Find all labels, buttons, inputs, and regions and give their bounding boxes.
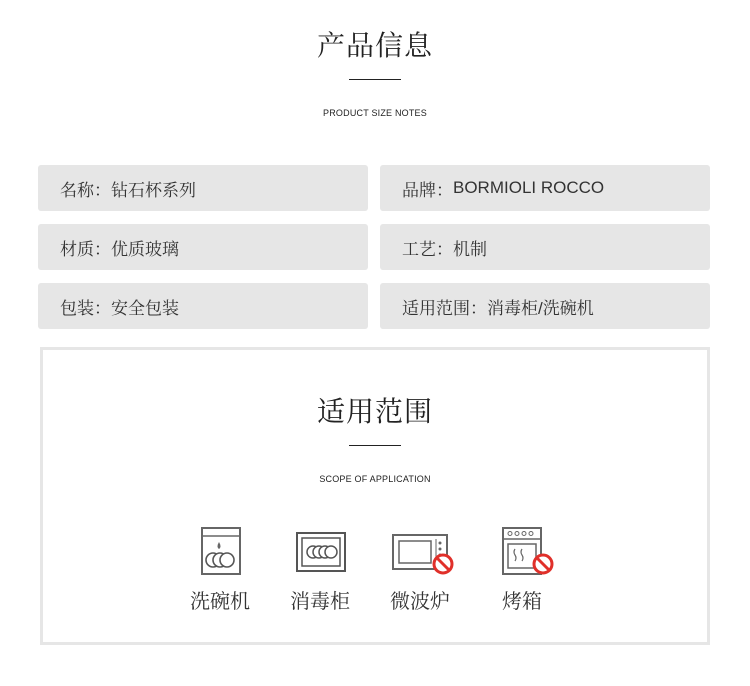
sterilizer-cabinet-icon [275, 527, 365, 577]
info-value: 钻石杯系列 [111, 180, 196, 200]
dishwasher-icon [175, 527, 265, 577]
info-box-brand [380, 165, 710, 211]
info-label: 工艺： [402, 239, 453, 260]
scope-item-label: 微波炉 [390, 589, 450, 613]
scope-item-label: 洗碗机 [190, 589, 250, 613]
product-info-subtitle: PRODUCT SIZE NOTES [323, 108, 427, 118]
title-divider [349, 79, 401, 80]
info-box-name [38, 165, 368, 211]
microwave-icon [375, 527, 465, 577]
scope-divider [349, 445, 401, 446]
prohibited-icon [434, 555, 452, 573]
info-label: 品牌： [402, 180, 453, 201]
info-label: 名称： [60, 180, 111, 201]
prohibited-icon [534, 555, 552, 573]
info-value: 安全包装 [111, 298, 179, 318]
info-label: 适用范围： [402, 298, 487, 319]
info-value: 机制 [453, 239, 487, 259]
info-box-craft [380, 224, 710, 270]
info-value: BORMIOLI ROCCO [453, 178, 605, 197]
info-box-scope [380, 283, 710, 329]
scope-subtitle: SCOPE OF APPLICATION [319, 474, 431, 484]
product-info-title: 产品信息 [316, 29, 433, 62]
info-value: 优质玻璃 [111, 239, 179, 259]
info-box-material [38, 224, 368, 270]
info-label: 材质： [60, 239, 111, 260]
info-box-packaging [38, 283, 368, 329]
oven-icon [477, 527, 567, 577]
info-label: 包装： [60, 298, 111, 319]
scope-item-label: 烤箱 [502, 589, 542, 613]
info-value: 消毒柜/洗碗机 [487, 298, 594, 318]
scope-item-label: 消毒柜 [290, 589, 350, 613]
scope-title: 适用范围 [316, 395, 433, 428]
